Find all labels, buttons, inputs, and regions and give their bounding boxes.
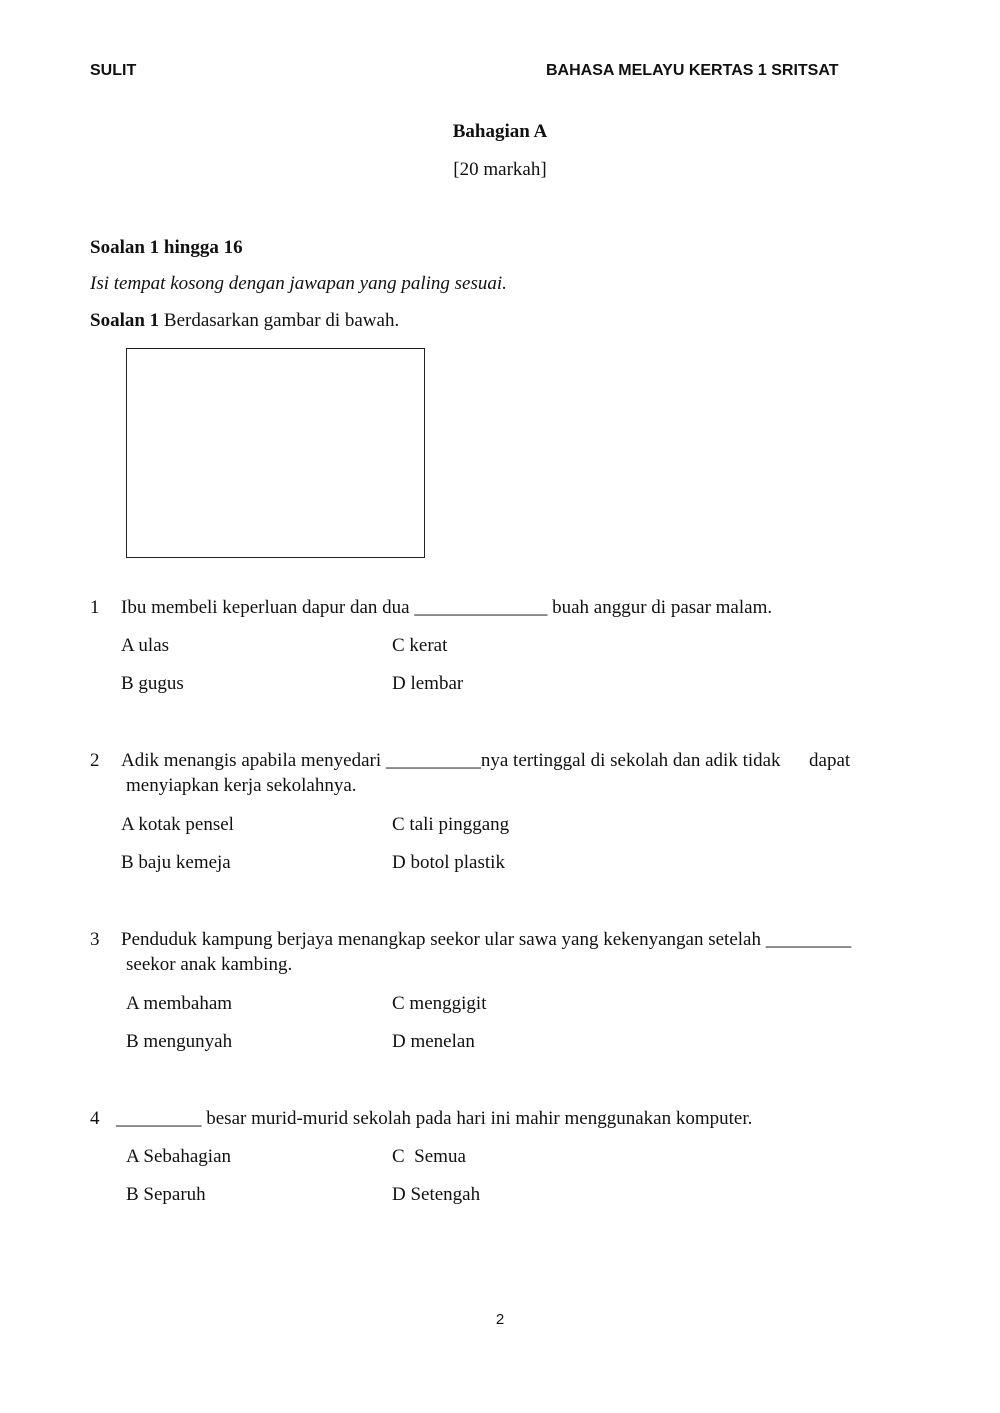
question-1-intro-text: Berdasarkan gambar di bawah.: [159, 310, 400, 331]
question-1-label: Soalan 1: [90, 310, 160, 331]
question-3-option-d: D menelan: [392, 1031, 475, 1052]
question-2-option-b: B baju kemeja: [121, 852, 231, 873]
question-3-option-c: C menggigit: [392, 993, 487, 1014]
page-number: 2: [495, 1311, 505, 1328]
question-3-text-continued: seekor anak kambing.: [126, 954, 293, 975]
question-3-option-a: A membaham: [126, 993, 233, 1014]
question-2-number: 2: [90, 750, 100, 771]
question-2-option-c: C tali pinggang: [392, 814, 510, 835]
question-3-number: 3: [90, 929, 100, 950]
question-2-text-continued: menyiapkan kerja sekolahnya.: [126, 775, 357, 796]
question-4-option-a: A Sebahagian: [126, 1146, 232, 1167]
question-1-option-c: C kerat: [392, 635, 448, 656]
question-range: Soalan 1 hingga 16: [90, 237, 243, 258]
question-2-text: Adik menangis apabila menyedari __________nya tertinggal di sekolah dan adik tidak dapat: [121, 750, 851, 771]
header-left: SULIT: [90, 62, 137, 79]
question-4-text: _________ besar murid-murid sekolah pada hari ini mahir menggunakan komputer.: [116, 1108, 753, 1129]
question-1-option-b: B gugus: [121, 673, 184, 694]
question-3-option-b: B mengunyah: [126, 1031, 233, 1052]
question-2-option-d: D botol plastik: [392, 852, 505, 873]
section-marks: [20 markah]: [453, 159, 547, 180]
question-2-option-a: A kotak pensel: [121, 814, 234, 835]
question-1-option-a: A ulas: [121, 635, 170, 656]
instruction-directive: Isi tempat kosong dengan jawapan yang paling sesuai.: [90, 273, 507, 294]
question-4-option-c: C Semua: [392, 1146, 466, 1167]
header-right: BAHASA MELAYU KERTAS 1 SRITSAT: [546, 62, 839, 79]
question-4-option-b: B Separuh: [126, 1184, 206, 1205]
question-4-option-d: D Setengah: [392, 1184, 481, 1205]
question-4-number: 4: [90, 1108, 100, 1129]
question-1-option-d: D lembar: [392, 673, 464, 694]
question-3-text: Penduduk kampung berjaya menangkap seekor ular sawa yang kekenyangan setelah _________: [121, 929, 852, 950]
section-title: Bahagian A: [452, 121, 548, 142]
question-1-intro: [90, 310, 399, 332]
question-1-text: Ibu membeli keperluan dapur dan dua ______________ buah anggur di pasar malam.: [121, 597, 773, 618]
picture-frame: [126, 348, 425, 558]
question-1-number: 1: [90, 597, 100, 618]
